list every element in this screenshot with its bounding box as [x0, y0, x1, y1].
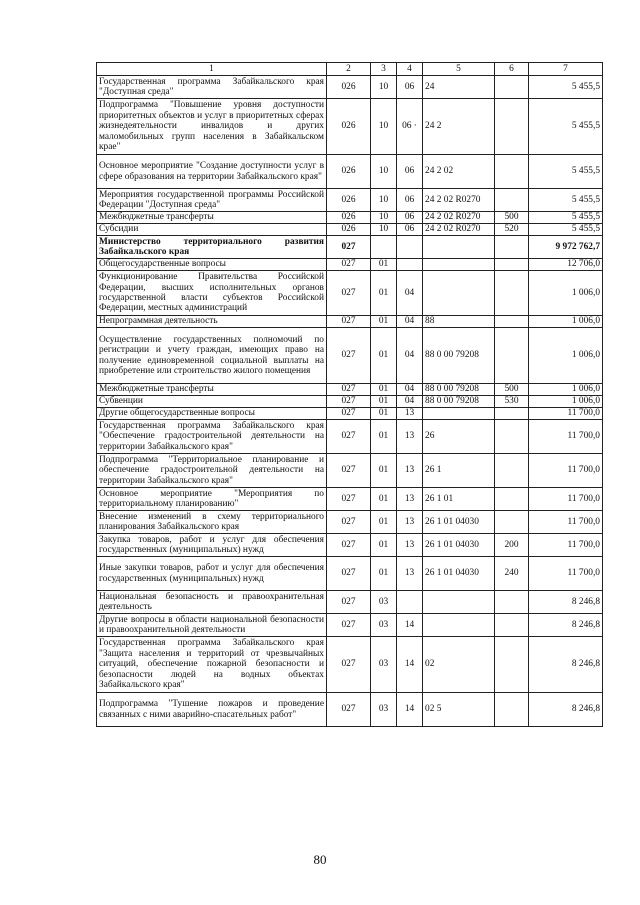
- row-code-ministry: 027: [327, 396, 371, 408]
- row-target-article: 88: [423, 316, 495, 328]
- row-expense-type: 530: [495, 396, 529, 408]
- row-amount: 5 455,5: [529, 224, 603, 236]
- row-expense-type: [495, 488, 529, 511]
- row-target-article: 02 5: [423, 693, 495, 727]
- row-target-article: 24 2 02 R0270: [423, 224, 495, 236]
- row-code-section: 03: [371, 614, 397, 637]
- row-code-section: 01: [371, 420, 397, 454]
- row-expense-type: [495, 614, 529, 637]
- row-name: Общегосударственные вопросы: [97, 259, 327, 271]
- row-expense-type: 500: [495, 212, 529, 224]
- row-amount: 11 700,0: [529, 408, 603, 420]
- page-number: 80: [313, 852, 327, 867]
- table-row: [97, 454, 603, 488]
- row-expense-type: [495, 408, 529, 420]
- table-row: [97, 420, 603, 454]
- table-row: [97, 212, 603, 224]
- column-number: 5: [423, 63, 495, 76]
- column-number: 6: [495, 63, 529, 76]
- row-code-subsection: 14: [397, 693, 423, 727]
- row-code-subsection: 06: [397, 76, 423, 99]
- row-expense-type: [495, 271, 529, 316]
- row-code-section: 01: [371, 454, 397, 488]
- row-amount: 11 700,0: [529, 534, 603, 557]
- row-expense-type: [495, 99, 529, 155]
- row-code-ministry: 027: [327, 328, 371, 384]
- row-expense-type: [495, 454, 529, 488]
- row-code-ministry: 027: [327, 511, 371, 534]
- row-name: Межбюджетные трансферты: [97, 384, 327, 396]
- row-amount: 1 006,0: [529, 396, 603, 408]
- row-code-ministry: 026: [327, 224, 371, 236]
- table-row: [97, 99, 603, 155]
- row-name: Субсидии: [97, 224, 327, 236]
- row-code-section: 01: [371, 488, 397, 511]
- row-code-ministry: 026: [327, 76, 371, 99]
- row-amount: 11 700,0: [529, 488, 603, 511]
- row-amount: 8 246,8: [529, 591, 603, 614]
- row-code-ministry: 026: [327, 189, 371, 212]
- row-code-ministry: 027: [327, 384, 371, 396]
- row-code-subsection: 06: [397, 155, 423, 189]
- row-code-subsection: 13: [397, 534, 423, 557]
- table-row: [97, 76, 603, 99]
- row-code-section: 01: [371, 534, 397, 557]
- row-name: Основное мероприятие "Мероприятия по территориальному планированию": [97, 488, 327, 511]
- row-code-subsection: 04: [397, 396, 423, 408]
- row-expense-type: [495, 591, 529, 614]
- row-amount: 5 455,5: [529, 99, 603, 155]
- row-amount: 5 455,5: [529, 76, 603, 99]
- row-code-subsection: 13: [397, 488, 423, 511]
- row-code-section: 01: [371, 259, 397, 271]
- row-code-ministry: 026: [327, 99, 371, 155]
- row-amount: 5 455,5: [529, 155, 603, 189]
- column-number: 3: [371, 63, 397, 76]
- row-amount: 5 455,5: [529, 212, 603, 224]
- row-code-ministry: 027: [327, 316, 371, 328]
- row-target-article: 88 0 00 79208: [423, 384, 495, 396]
- row-code-section: 01: [371, 316, 397, 328]
- row-amount: 5 455,5: [529, 189, 603, 212]
- row-code-ministry: 027: [327, 557, 371, 591]
- row-target-article: [423, 271, 495, 316]
- row-code-ministry: 027: [327, 637, 371, 693]
- row-target-article: 88 0 00 79208: [423, 328, 495, 384]
- row-code-subsection: 13: [397, 454, 423, 488]
- row-code-section: 01: [371, 408, 397, 420]
- table-row: [97, 316, 603, 328]
- table-row: [97, 591, 603, 614]
- row-target-article: [423, 591, 495, 614]
- row-name: Другие вопросы в области национальной безопасности и правоохранительной деятельности: [97, 614, 327, 637]
- row-amount: 11 700,0: [529, 511, 603, 534]
- row-target-article: [423, 236, 495, 259]
- row-code-section: 10: [371, 155, 397, 189]
- table-row: [97, 637, 603, 693]
- row-target-article: 24: [423, 76, 495, 99]
- row-target-article: 26 1 01 04030: [423, 557, 495, 591]
- row-code-ministry: 027: [327, 614, 371, 637]
- row-code-section: 01: [371, 396, 397, 408]
- row-code-subsection: [397, 259, 423, 271]
- column-number: 2: [327, 63, 371, 76]
- row-amount: 8 246,8: [529, 693, 603, 727]
- row-amount: 11 700,0: [529, 454, 603, 488]
- row-name: Подпрограмма "Тушение пожаров и проведение связанных с ними аварийно-спасательных работ": [97, 693, 327, 727]
- row-expense-type: [495, 236, 529, 259]
- row-code-section: 01: [371, 271, 397, 316]
- row-target-article: 26 1 01 04030: [423, 511, 495, 534]
- table-row: [97, 693, 603, 727]
- column-number: 4: [397, 63, 423, 76]
- row-name: Внесение изменений в схему территориального планирования Забайкальского края: [97, 511, 327, 534]
- table-row: [97, 155, 603, 189]
- column-number-row: [97, 63, 603, 76]
- row-code-ministry: 027: [327, 420, 371, 454]
- row-code-subsection: 04: [397, 328, 423, 384]
- row-name: Другие общегосударственные вопросы: [97, 408, 327, 420]
- row-name: Иные закупки товаров, работ и услуг для обеспечения государственных (муниципальных) нужд: [97, 557, 327, 591]
- budget-table: [96, 62, 603, 727]
- row-amount: 11 700,0: [529, 420, 603, 454]
- row-code-section: 03: [371, 637, 397, 693]
- row-expense-type: [495, 511, 529, 534]
- row-code-section: 10: [371, 224, 397, 236]
- row-target-article: 24 2: [423, 99, 495, 155]
- row-target-article: [423, 614, 495, 637]
- table-row: [97, 396, 603, 408]
- row-code-ministry: 027: [327, 408, 371, 420]
- row-name: Закупка товаров, работ и услуг для обеспечения государственных (муниципальных) нужд: [97, 534, 327, 557]
- row-target-article: 26 1 01 04030: [423, 534, 495, 557]
- table-row: [97, 557, 603, 591]
- row-target-article: [423, 408, 495, 420]
- row-code-ministry: 027: [327, 693, 371, 727]
- row-expense-type: [495, 693, 529, 727]
- row-code-section: 03: [371, 591, 397, 614]
- row-expense-type: [495, 155, 529, 189]
- table-row: [97, 408, 603, 420]
- row-code-subsection: 06: [397, 189, 423, 212]
- row-code-section: 10: [371, 212, 397, 224]
- row-code-section: 01: [371, 384, 397, 396]
- row-name: Субвенции: [97, 396, 327, 408]
- table-row: [97, 384, 603, 396]
- row-code-section: 01: [371, 511, 397, 534]
- table-row: [97, 236, 603, 259]
- row-name: Мероприятия государственной программы Российской Федерации "Доступная среда": [97, 189, 327, 212]
- table-row: [97, 224, 603, 236]
- row-code-subsection: 14: [397, 637, 423, 693]
- row-target-article: 88 0 00 79208: [423, 396, 495, 408]
- row-amount: 8 246,8: [529, 637, 603, 693]
- row-name: Функционирование Правительства Российской Федерации, высших исполнительных органов государственной власти субъектов Российской Федерации, местных администраций: [97, 271, 327, 316]
- row-code-subsection: [397, 591, 423, 614]
- row-amount: 1 006,0: [529, 328, 603, 384]
- row-target-article: 26 1: [423, 454, 495, 488]
- row-code-ministry: 027: [327, 454, 371, 488]
- row-code-section: 01: [371, 328, 397, 384]
- table-row: [97, 614, 603, 637]
- row-target-article: 26 1 01: [423, 488, 495, 511]
- row-code-subsection: 04: [397, 384, 423, 396]
- row-name: Государственная программа Забайкальского края "Доступная среда": [97, 76, 327, 99]
- row-name: Межбюджетные трансферты: [97, 212, 327, 224]
- row-code-ministry: 027: [327, 236, 371, 259]
- row-code-subsection: 06: [397, 212, 423, 224]
- row-expense-type: 200: [495, 534, 529, 557]
- row-expense-type: [495, 189, 529, 212]
- table-row: [97, 259, 603, 271]
- row-expense-type: [495, 328, 529, 384]
- row-expense-type: [495, 420, 529, 454]
- column-number: 1: [97, 63, 327, 76]
- row-target-article: 26: [423, 420, 495, 454]
- row-expense-type: 240: [495, 557, 529, 591]
- row-code-ministry: 027: [327, 271, 371, 316]
- row-expense-type: [495, 259, 529, 271]
- row-amount: 9 972 762,7: [529, 236, 603, 259]
- row-code-subsection: 13: [397, 408, 423, 420]
- row-code-subsection: 06: [397, 224, 423, 236]
- row-expense-type: 520: [495, 224, 529, 236]
- row-code-section: 03: [371, 693, 397, 727]
- table-row: [97, 534, 603, 557]
- row-code-subsection: 13: [397, 420, 423, 454]
- row-target-article: 24 2 02 R0270: [423, 212, 495, 224]
- row-target-article: 24 2 02 R0270: [423, 189, 495, 212]
- row-name: Осуществление государственных полномочий по регистрации и учету граждан, имеющих право на получение единовременной социальной выплаты на приобретение или строительство жилого помещения: [97, 328, 327, 384]
- row-name: Непрограммная деятельность: [97, 316, 327, 328]
- row-code-subsection: 04: [397, 316, 423, 328]
- table-row: [97, 488, 603, 511]
- row-code-subsection: 04: [397, 271, 423, 316]
- row-name: Подпрограмма "Территориальное планирование и обеспечение градостроительной деятельности на территории Забайкальского края": [97, 454, 327, 488]
- row-code-ministry: 027: [327, 591, 371, 614]
- row-amount: 11 700,0: [529, 557, 603, 591]
- row-code-ministry: 027: [327, 259, 371, 271]
- row-amount: 1 006,0: [529, 316, 603, 328]
- row-code-subsection: 13: [397, 557, 423, 591]
- table-row: [97, 328, 603, 384]
- row-code-subsection: [397, 236, 423, 259]
- row-code-subsection: 14: [397, 614, 423, 637]
- row-name: Министерство территориального развития Забайкальского края: [97, 236, 327, 259]
- row-amount: 8 246,8: [529, 614, 603, 637]
- row-name: Государственная программа Забайкальского края "Защита населения и территорий от чрезвычайных ситуаций, обеспечение пожарной безопасности и безопасности людей на водных объектах Забайкальского края": [97, 637, 327, 693]
- column-number: 7: [529, 63, 603, 76]
- row-code-ministry: 026: [327, 155, 371, 189]
- row-expense-type: [495, 637, 529, 693]
- row-code-ministry: 027: [327, 488, 371, 511]
- row-amount: 12 706,0: [529, 259, 603, 271]
- row-expense-type: 500: [495, 384, 529, 396]
- table-row: [97, 271, 603, 316]
- row-amount: 1 006,0: [529, 384, 603, 396]
- row-target-article: 02: [423, 637, 495, 693]
- row-name: Подпрограмма "Повышение уровня доступности приоритетных объектов и услуг в приоритетных сферах жизнедеятельности инвалидов и других маломобильных групп населения в Забайкальском крае": [97, 99, 327, 155]
- budget-sheet: [96, 62, 603, 727]
- row-name: Основное мероприятие "Создание доступности услуг в сфере образования на территории Забайкальского края": [97, 155, 327, 189]
- row-code-section: 10: [371, 76, 397, 99]
- table-row: [97, 511, 603, 534]
- row-code-subsection: 13: [397, 511, 423, 534]
- row-code-ministry: 026: [327, 212, 371, 224]
- row-code-section: 10: [371, 189, 397, 212]
- row-code-subsection: 06 ·: [397, 99, 423, 155]
- row-code-ministry: 027: [327, 534, 371, 557]
- row-target-article: 24 2 02: [423, 155, 495, 189]
- row-code-section: 01: [371, 557, 397, 591]
- table-row: [97, 189, 603, 212]
- row-expense-type: [495, 76, 529, 99]
- row-name: Государственная программа Забайкальского края "Обеспечение градостроительной деятельности на территории Забайкальского края": [97, 420, 327, 454]
- row-amount: 1 006,0: [529, 271, 603, 316]
- row-expense-type: [495, 316, 529, 328]
- row-name: Национальная безопасность и правоохранительная деятельность: [97, 591, 327, 614]
- row-target-article: [423, 259, 495, 271]
- row-code-section: [371, 236, 397, 259]
- row-code-section: 10: [371, 99, 397, 155]
